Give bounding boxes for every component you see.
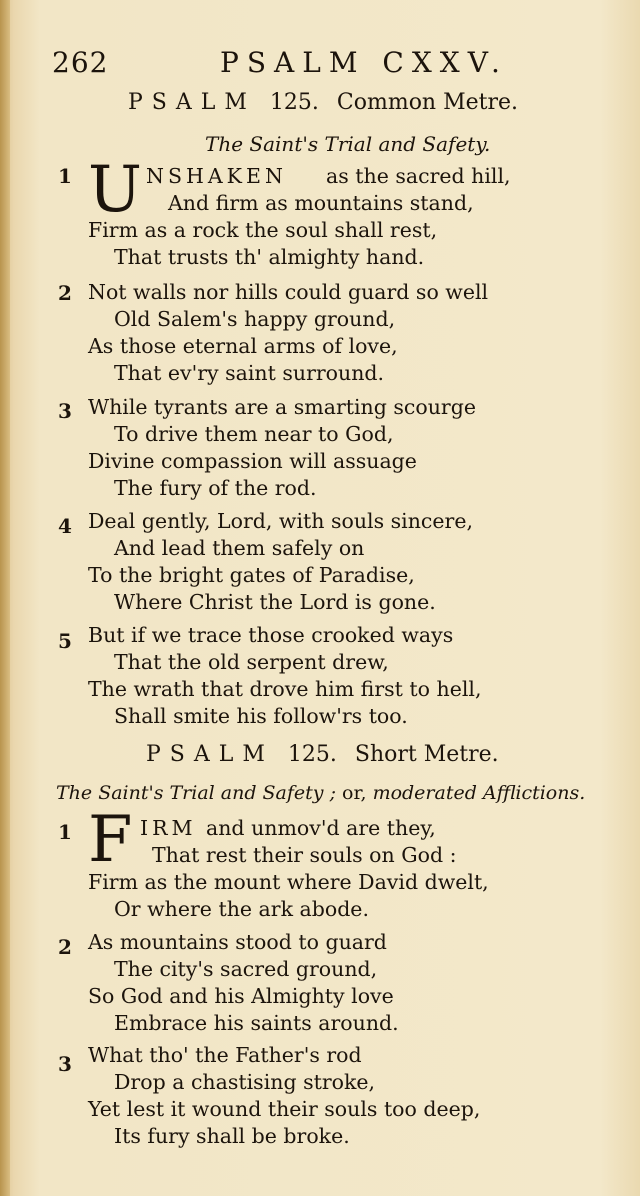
verse-line: Embrace his saints around.: [114, 1011, 399, 1035]
heading-psalm: PSALM: [128, 90, 256, 115]
verse-line: Its fury shall be broke.: [114, 1124, 350, 1148]
page-header: [52, 46, 522, 86]
section-heading-common-metre: [128, 90, 518, 115]
subtitle-part: moderated Afflictions.: [372, 782, 586, 804]
section-subtitle: The Saint's Trial and Safety.: [205, 132, 491, 156]
verse-line: The fury of the rod.: [114, 476, 317, 500]
verse-line: What tho' the Father's rod: [88, 1043, 362, 1067]
verse-line: That rest their souls on God :: [152, 843, 457, 867]
drop-cap: U: [88, 153, 142, 227]
page-binding-edge: [0, 0, 10, 1196]
verse-line: While tyrants are a smarting scourge: [88, 395, 476, 419]
verse-number: 1: [58, 164, 72, 188]
subtitle-part: The Saint's Trial and Safety ;: [56, 782, 336, 804]
verse-number: 3: [58, 399, 72, 423]
heading-number: 125.: [269, 90, 319, 115]
verse-line: Or where the ark abode.: [114, 897, 369, 921]
verse-line: and unmov'd are they,: [206, 816, 436, 840]
verse-line: The city's sacred ground,: [114, 957, 378, 981]
verse-number: 1: [58, 820, 72, 844]
verse-number: 5: [58, 629, 72, 653]
verse-number: 4: [58, 514, 72, 538]
verse-line: Drop a chastising stroke,: [114, 1070, 376, 1094]
verse-line: Deal gently, Lord, with souls sincere,: [88, 509, 473, 533]
verse-number: 2: [58, 281, 72, 305]
verse-line: That ev'ry saint surround.: [114, 361, 385, 385]
page-number: 262: [52, 46, 109, 79]
verse-lead-word: IRM: [140, 816, 197, 840]
heading-metre: Short Metre.: [354, 742, 499, 767]
verse-line: So God and his Almighty love: [88, 984, 394, 1008]
running-title: PSALM CXXV.: [220, 46, 508, 79]
verse-line: As mountains stood to guard: [88, 930, 387, 954]
heading-number: 125.: [287, 742, 337, 767]
heading-metre: Common Metre.: [336, 90, 519, 115]
verse-line: as the sacred hill,: [326, 164, 511, 188]
verse-line: That trusts th' almighty hand.: [114, 245, 425, 269]
subtitle-part: or,: [342, 782, 367, 804]
heading-psalm: PSALM: [146, 742, 274, 767]
verse-line: But if we trace those crooked ways: [88, 623, 454, 647]
verse-line: Not walls nor hills could guard so well: [88, 280, 489, 304]
verse-lead-word: NSHAKEN: [146, 164, 287, 188]
verse-line: And firm as mountains stand,: [168, 191, 474, 215]
verse-number: 2: [58, 935, 72, 959]
verse-line: Where Christ the Lord is gone.: [114, 590, 436, 614]
verse-line: Shall smite his follow'rs too.: [114, 704, 408, 728]
verse-line: Firm as a rock the soul shall rest,: [88, 218, 438, 242]
section-subtitle: [56, 782, 585, 804]
verse-line: To drive them near to God,: [114, 422, 394, 446]
verse-line: The wrath that drove him first to hell,: [88, 677, 482, 701]
verse-line: Firm as the mount where David dwelt,: [88, 870, 489, 894]
verse-line: Yet lest it wound their souls too deep,: [88, 1097, 481, 1121]
verse-line: Old Salem's happy ground,: [114, 307, 396, 331]
drop-cap: F: [88, 803, 133, 877]
verse-line: That the old serpent drew,: [114, 650, 389, 674]
verse-number: 3: [58, 1052, 72, 1076]
verse-line: And lead them safely on: [114, 536, 365, 560]
verse-line: As those eternal arms of love,: [88, 334, 398, 358]
verse-line: Divine compassion will assuage: [88, 449, 417, 473]
section-heading-short-metre: [146, 742, 499, 767]
verse-line: To the bright gates of Paradise,: [88, 563, 415, 587]
